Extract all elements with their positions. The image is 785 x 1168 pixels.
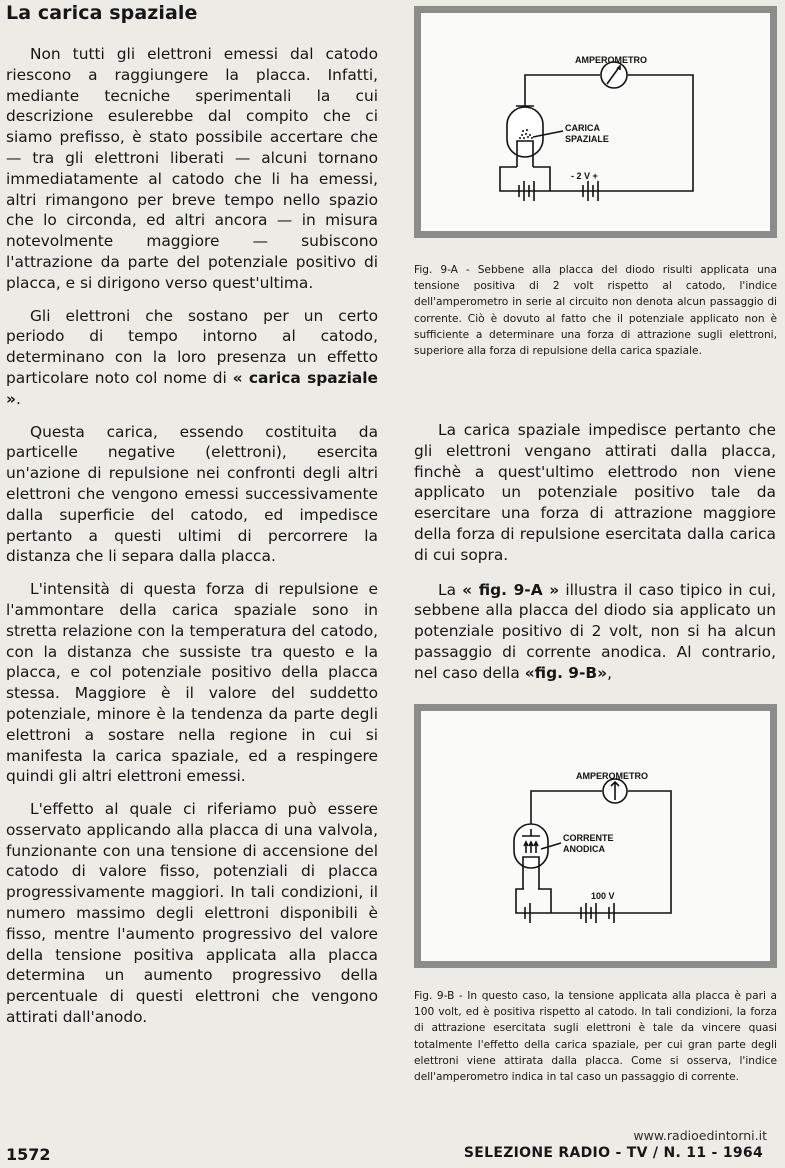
paragraph-text: illustra il caso tipico in cui, sebbene alla placca del diodo sia applicato un potenziale positivo di 2 volt, non si ha alcun passaggio di corrente anodica. Al contrario, nel caso della [414,580,776,682]
right-column [414,420,776,698]
paragraph [6,422,378,568]
paragraph-text: Gli elettroni che sostano per un certo periodo di tempo intorno al catodo, determinano con la loro presenza un effetto particolare noto col nome di [6,306,378,387]
figure-9a-diagram [421,13,770,231]
paragraph-text: , [607,663,612,682]
figure-reference: «fig. 9-B» [524,663,608,682]
paragraph [414,580,776,684]
figure-9b-diagram [421,711,770,961]
voltage-label: 100 V [591,891,615,901]
figure-9b-caption: Fig. 9-B - In questo caso, la tensione applicata alla placca è pari a 100 volt, ed è positiva rispetto al catodo. In tali condizioni, la forza di attrazione esercitata sugli elettroni è tale da vincere quasi totalmente l'effetto della carica spaziale, per cui gran parte degli elettroni viene attirata dalla placca. Come si osserva, l'indice dell'amperometro indica in tal caso un passaggio di corrente. [414,990,777,1084]
ammeter-label: AMPEROMETRO [576,771,648,781]
paragraph-text: . [15,389,21,408]
figure-9a [414,6,777,238]
paragraph [6,44,378,294]
paragraph-text: L'effetto al quale ci riferiamo può essere osservato applicando alla placca di una valvola, funzionante con una tensione di accensione del catodo di valore fisso, potenziali di placca progressivamente maggiori. In tali condizioni, il numero massimo degli elettroni disponibili è fisso, mentre l'aumento progressivo del valore della tensione positiva applicata alla placca determina un aumento progressivo della percentuale di questi elettroni che vengono attirati dall'anodo. [6,800,378,1027]
ammeter-label: AMPEROMETRO [575,55,647,65]
figure-9a-caption: Fig. 9-A - Sebbene alla placca del diodo risulti applicata una tensione positiva di 2 volt rispetto al catodo, l'indice dell'amperometro in serie al circuito non denota alcun passaggio di corrente. Ciò è dovuto al fatto che il potenziale applicato non è sufficiente a determinare una forza di attrazione sugli elettroni, superiore alla forza di repulsione della carica spaziale. [414,264,777,358]
paragraph-text: L'intensità di questa forza di repulsione e l'ammontare della carica spaziale sono in stretta relazione con la temperatura del catodo, con la distanza che sussiste tra questo e la placca, e col potenziale positivo della placca stessa. Maggiore è il valore del suddetto potenziale, minore è la tendenza da parte degli elettroni a sostare nella regione in cui si manifesta la carica spaziale, ed a respingere quindi gli altri elettroni emessi. [6,580,378,786]
paragraph-text: Questa carica, essendo costituita da particelle negative (elettroni), esercita un'azione di repulsione nei confronti degli altri elettroni che vengono emessi successivamente dalla superficie del catodo, ed impedisce pertanto a questi ultimi di percorrere la distanza che li separa dalla placca. [6,422,378,566]
figure-reference: « fig. 9-A » [462,580,560,599]
paragraph [6,579,378,787]
space-charge-label: CARICA [565,123,600,133]
voltage-label: - 2 V + [571,171,598,181]
paragraph-text: Non tutti gli elettroni emessi dal catodo riescono a raggiungere la placca. Infatti, mediante tecniche sperimentali la cui descrizione esulerebbe dal compito che ci siamo prefisso, è stato possibile accertare che — tra gli elettroni liberati — alcuni tornano immediatamente al catodo che li ha emessi, altri rimangono per breve tempo nello spazio che lo circonda, ed altri ancora — in misura notevolmente maggiore — subiscono l'attrazione da parte del potenziale positivo di placca, e si dirigono verso quest'ultima. [6,45,378,292]
paragraph-text: La carica spaziale impedisce pertanto che gli elettroni vengano attirati dalla placca, finchè a quest'ultimo elettrodo non viene applicato un potenziale positivo tale da esercitare una forza di attrazione maggiore della forza di repulsione esercitata dalla carica di cui sopra. [414,421,776,564]
magazine-footer: SELEZIONE RADIO - TV / N. 11 - 1964 [463,1145,763,1161]
paragraph-text: La [438,580,463,599]
figure-9b [414,704,777,968]
space-charge-label-2: SPAZIALE [565,134,609,144]
website-watermark: www.radioedintorni.it [633,1128,767,1143]
anode-current-label: CORRENTE [563,833,614,843]
paragraph [414,420,776,566]
page-title: La carica spaziale [6,2,198,24]
anode-current-label-2: ANODICA [563,844,605,854]
term-highlight: « carica spaziale » [6,368,378,408]
paragraph [6,799,378,1028]
left-column [6,44,378,1040]
paragraph [6,306,378,410]
page-number: 1572 [6,1145,51,1164]
